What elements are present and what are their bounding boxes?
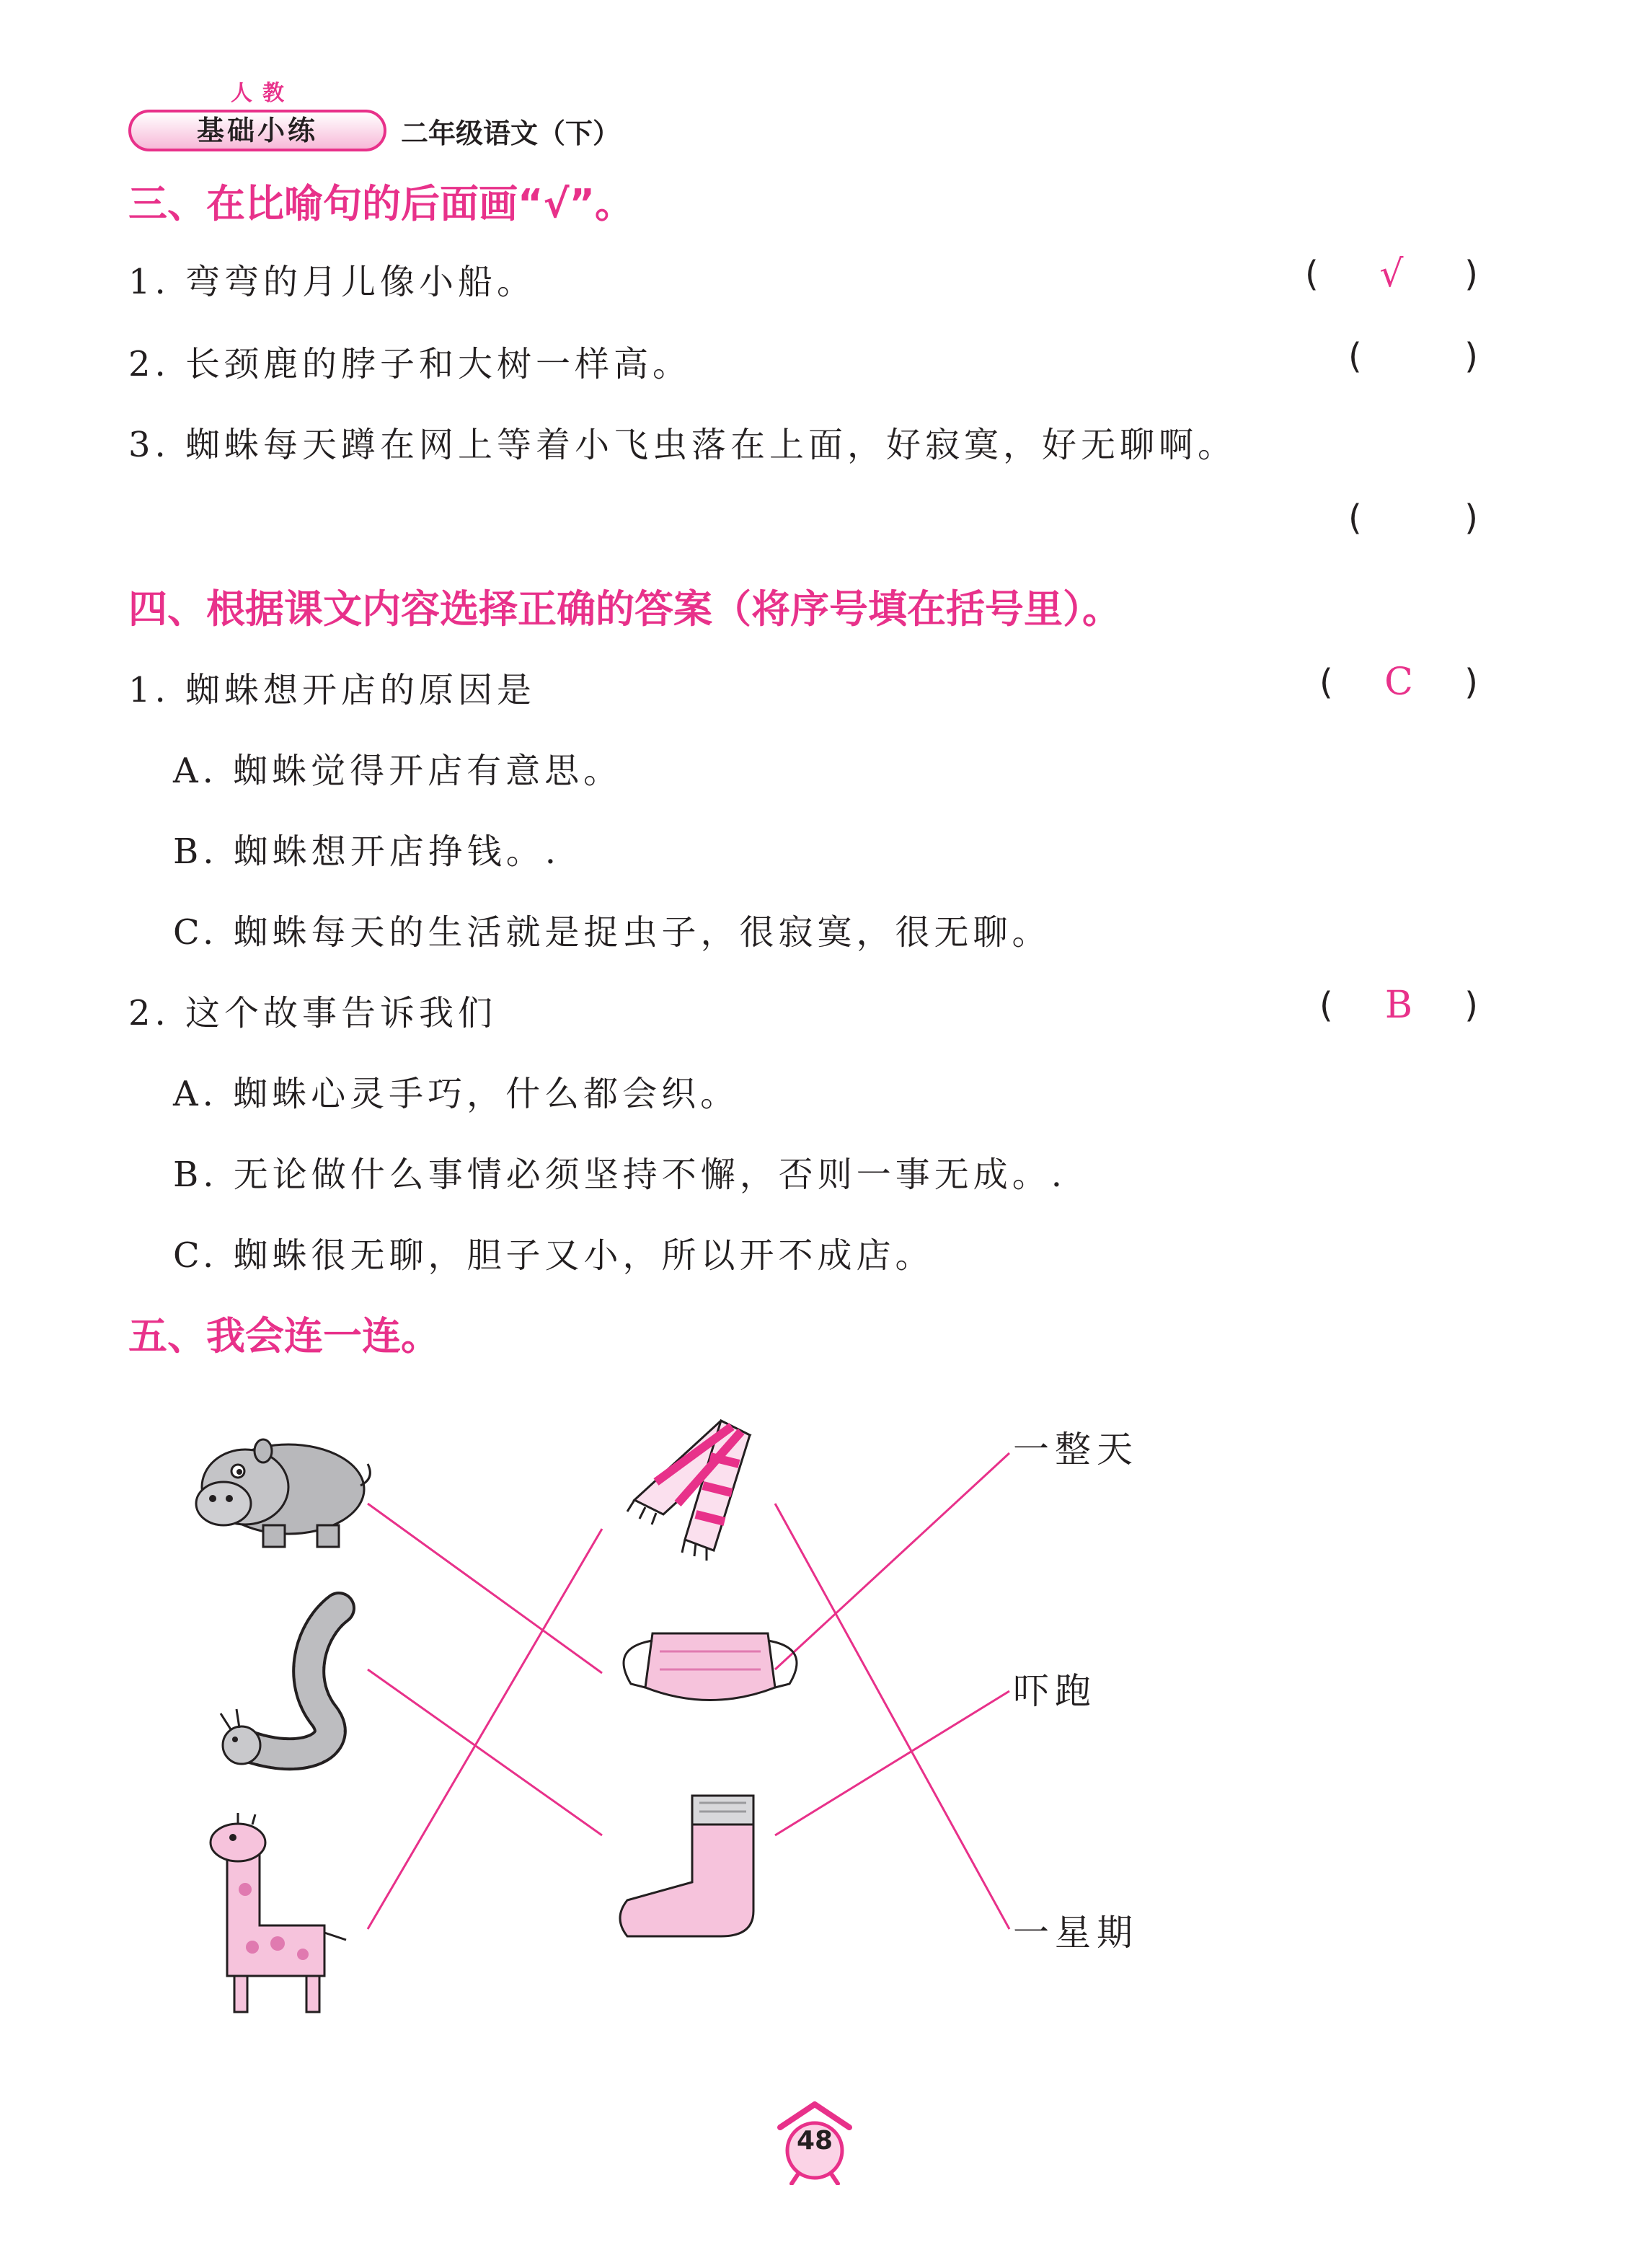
section4-title: 四、根据课文内容选择正确的答案（将序号填在括号里）。 (128, 586, 1121, 632)
mask-picture[interactable] (624, 1633, 797, 1700)
page-number-badge (773, 2099, 857, 2185)
word-yizhengtian[interactable]: 一整天 (1013, 1429, 1138, 1470)
s3-answer-3[interactable]: ( ) (1348, 498, 1478, 538)
match-line-5 (775, 1691, 1009, 1835)
scarf-picture[interactable] (627, 1421, 750, 1561)
s4-q1-option-a: A. 蜘蛛觉得开店有意思。 (173, 751, 623, 791)
s3-item-2: 2. 长颈鹿的脖子和大树一样高。 (128, 344, 692, 384)
s3-item-3: 3. 蜘蛛每天蹲在网上等着小飞虫落在上面，好寂寞，好无聊啊。 (128, 425, 1237, 465)
sock-picture[interactable] (620, 1796, 753, 1936)
section3-title: 三、在比喻句的后面画“√”。 (128, 181, 634, 226)
s4-q2-option-b: B. 无论做什么事情必须坚持不懈，否则一事无成。. (173, 1155, 1067, 1195)
s4-q1-answer[interactable]: ( C ) (1319, 661, 1478, 704)
s4-q1-stem: 1. 蜘蛛想开店的原因是 (128, 670, 536, 710)
page-number: 48 (796, 2126, 833, 2156)
centipede-picture[interactable] (221, 1608, 339, 1764)
s4-q2-stem: 2. 这个故事告诉我们 (128, 993, 497, 1033)
publisher-label: 人教 (231, 81, 294, 106)
word-xiapao[interactable]: 吓跑 (1013, 1670, 1097, 1712)
grade-label: 二年级语文（下） (401, 118, 621, 149)
s3-answer-2[interactable]: ( ) (1348, 336, 1478, 376)
hippo-picture[interactable] (196, 1439, 370, 1547)
s3-answer-1[interactable]: ( √ ) (1305, 252, 1478, 296)
series-label: 基础小练 (196, 115, 318, 146)
s3-item-1: 1. 弯弯的月儿像小船。 (128, 262, 536, 302)
s4-q2-answer[interactable]: ( B ) (1319, 984, 1478, 1027)
match-line-6 (775, 1504, 1009, 1929)
s4-q2-option-a: A. 蜘蛛心灵手巧，什么都会织。 (173, 1074, 740, 1114)
s4-q2-option-c: C. 蜘蛛很无聊，胆子又小，所以开不成店。 (173, 1235, 934, 1276)
match-line-2 (368, 1669, 602, 1835)
section5-title: 五、我会连一连。 (128, 1313, 440, 1359)
giraffe-picture[interactable] (211, 1813, 346, 2012)
word-yixingqi[interactable]: 一星期 (1013, 1912, 1138, 1954)
s4-q1-option-b: B. 蜘蛛想开店挣钱。. (173, 831, 561, 872)
match-line-4 (775, 1453, 1009, 1669)
s4-q1-option-c: C. 蜘蛛每天的生活就是捉虫子，很寂寞，很无聊。 (173, 912, 1051, 953)
